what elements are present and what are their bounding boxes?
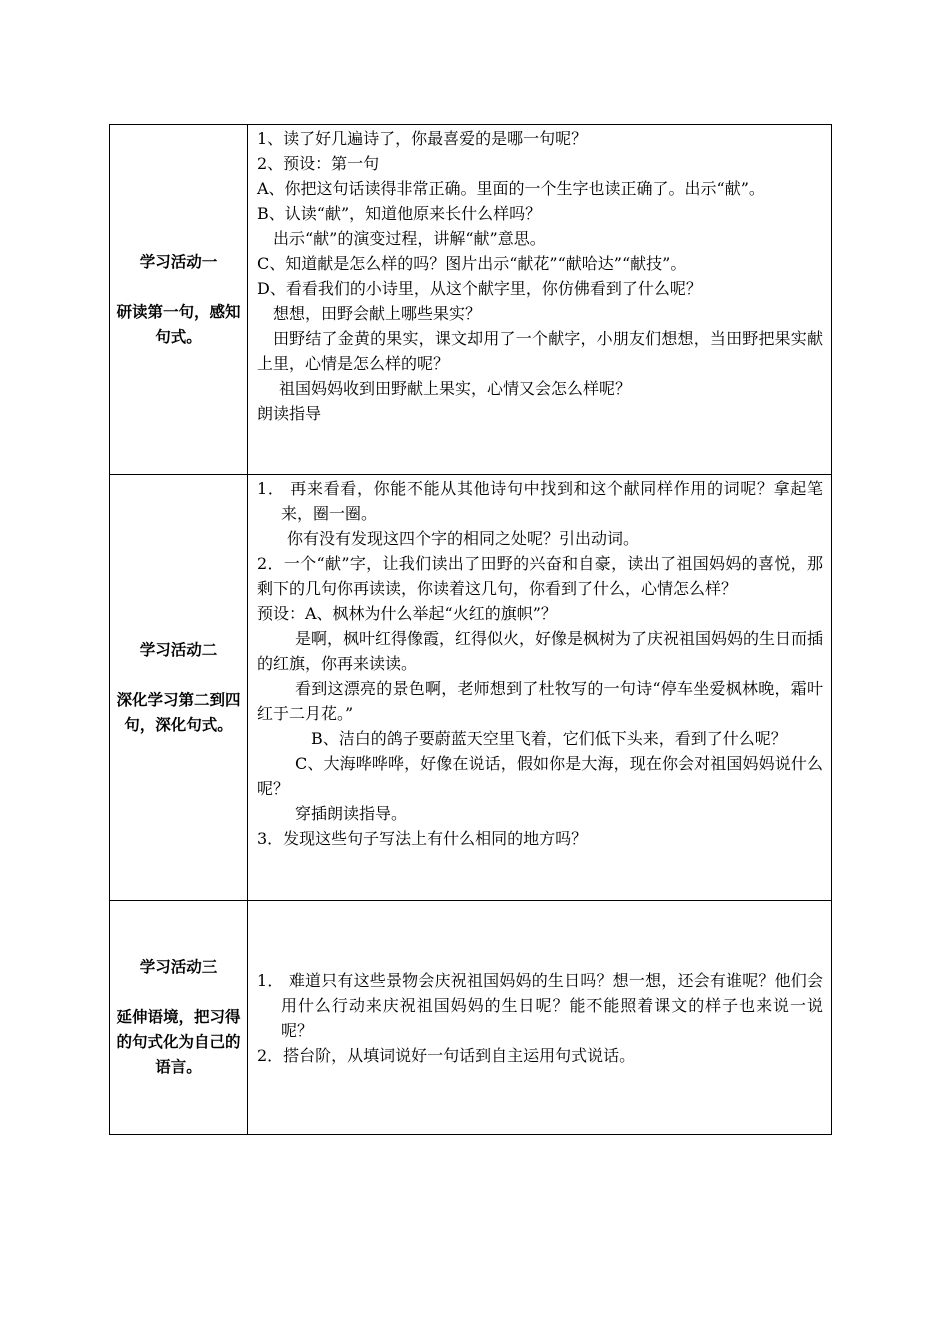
activity-title: 学习活动三	[139, 958, 218, 976]
activity-row-3	[110, 901, 832, 1135]
content-line: B、洁白的鸽子要蔚蓝天空里飞着，它们低下头来，看到了什么呢？	[311, 729, 787, 748]
lesson-plan-table	[109, 124, 832, 1135]
content-line: 2、预设：第一句	[257, 154, 380, 173]
content-line: B、认读“献”，知道他原来长什么样吗？	[257, 204, 542, 223]
activity-row-1	[110, 125, 832, 475]
content-line: 2．搭台阶，从填词说好一句话到自主运用句式说话。	[257, 1046, 636, 1065]
activity-title: 学习活动一	[139, 252, 218, 271]
activity-label-cell	[110, 125, 248, 475]
activity-subtitle: 研读第一句，感知句式。	[116, 302, 241, 346]
content-line: C、知道献是怎么样的吗？图片出示“献花”“献哈达”“献技”。	[257, 254, 687, 273]
content-line: 1． 难道只有这些景物会庆祝祖国妈妈的生日吗？想一想，还会有谁呢？他们会用什么行动来庆祝祖国妈妈的生日呢？能不能照着课文的样子也来说一说呢？	[257, 971, 823, 1040]
content-line: 2．一个“献”字，让我们读出了田野的兴奋和自豪，读出了祖国妈妈的喜悦，那剩下的几句你再读读，你读着这几句，你看到了什么，心情怎么样？	[257, 554, 823, 598]
activity-title: 学习活动二	[139, 640, 218, 659]
content-line: 3．发现这些句子写法上有什么相同的地方吗？	[257, 829, 588, 848]
content-line: 朗读指导	[257, 404, 322, 423]
content-line: 1、读了好几遍诗了，你最喜爱的是哪一句呢？	[257, 129, 588, 148]
content-line: 1． 再来看看，你能不能从其他诗句中找到和这个献同样作用的词呢？拿起笔来，圈一圈。	[257, 479, 823, 523]
content-line: 是啊，枫叶红得像霞，红得似火，好像是枫树为了庆祝祖国妈妈的生日而插的红旗，你再来读读。	[257, 629, 824, 673]
content-line: 穿插朗读指导。	[295, 804, 408, 823]
content-line: 看到这漂亮的景色啊，老师想到了杜牧写的一句诗“停车坐爱枫林晚，霜叶红于二月花。”	[257, 679, 823, 723]
activity-row-2	[110, 475, 832, 901]
activity-content-cell	[248, 475, 832, 901]
content-line: D、看看我们的小诗里，从这个献字里，你仿佛看到了什么呢？	[257, 279, 702, 298]
content-line: 出示“献”的演变过程，讲解“献”意思。	[273, 229, 546, 248]
content-line: 你有没有发现这四个字的相同之处呢？引出动词。	[287, 529, 640, 548]
content-line: A、你把这句话读得非常正确。里面的一个生字也读正确了。出示“献”。	[257, 179, 765, 198]
activity-label-cell	[110, 475, 248, 901]
content-line: C、大海哗哗哗，好像在说话，假如你是大海，现在你会对祖国妈妈说什么呢？	[257, 754, 823, 798]
activity-subtitle: 延伸语境，把习得的句式化为自己的语言。	[116, 1008, 241, 1076]
activity-content-cell	[248, 901, 832, 1135]
activity-subtitle: 深化学习第二到四句，深化句式。	[116, 690, 241, 734]
content-line: 祖国妈妈收到田野献上果实，心情又会怎么样呢？	[279, 379, 632, 398]
activity-label-cell	[110, 901, 248, 1135]
content-line: 想想，田野会献上哪些果实？	[273, 304, 482, 323]
content-line: 预设：A、枫林为什么举起“火红的旗帜”？	[257, 604, 557, 623]
activity-content-cell	[248, 125, 832, 475]
content-line: 田野结了金黄的果实，课文却用了一个献字，小朋友们想想，当田野把果实献上里，心情是怎么样的呢？	[257, 329, 823, 373]
